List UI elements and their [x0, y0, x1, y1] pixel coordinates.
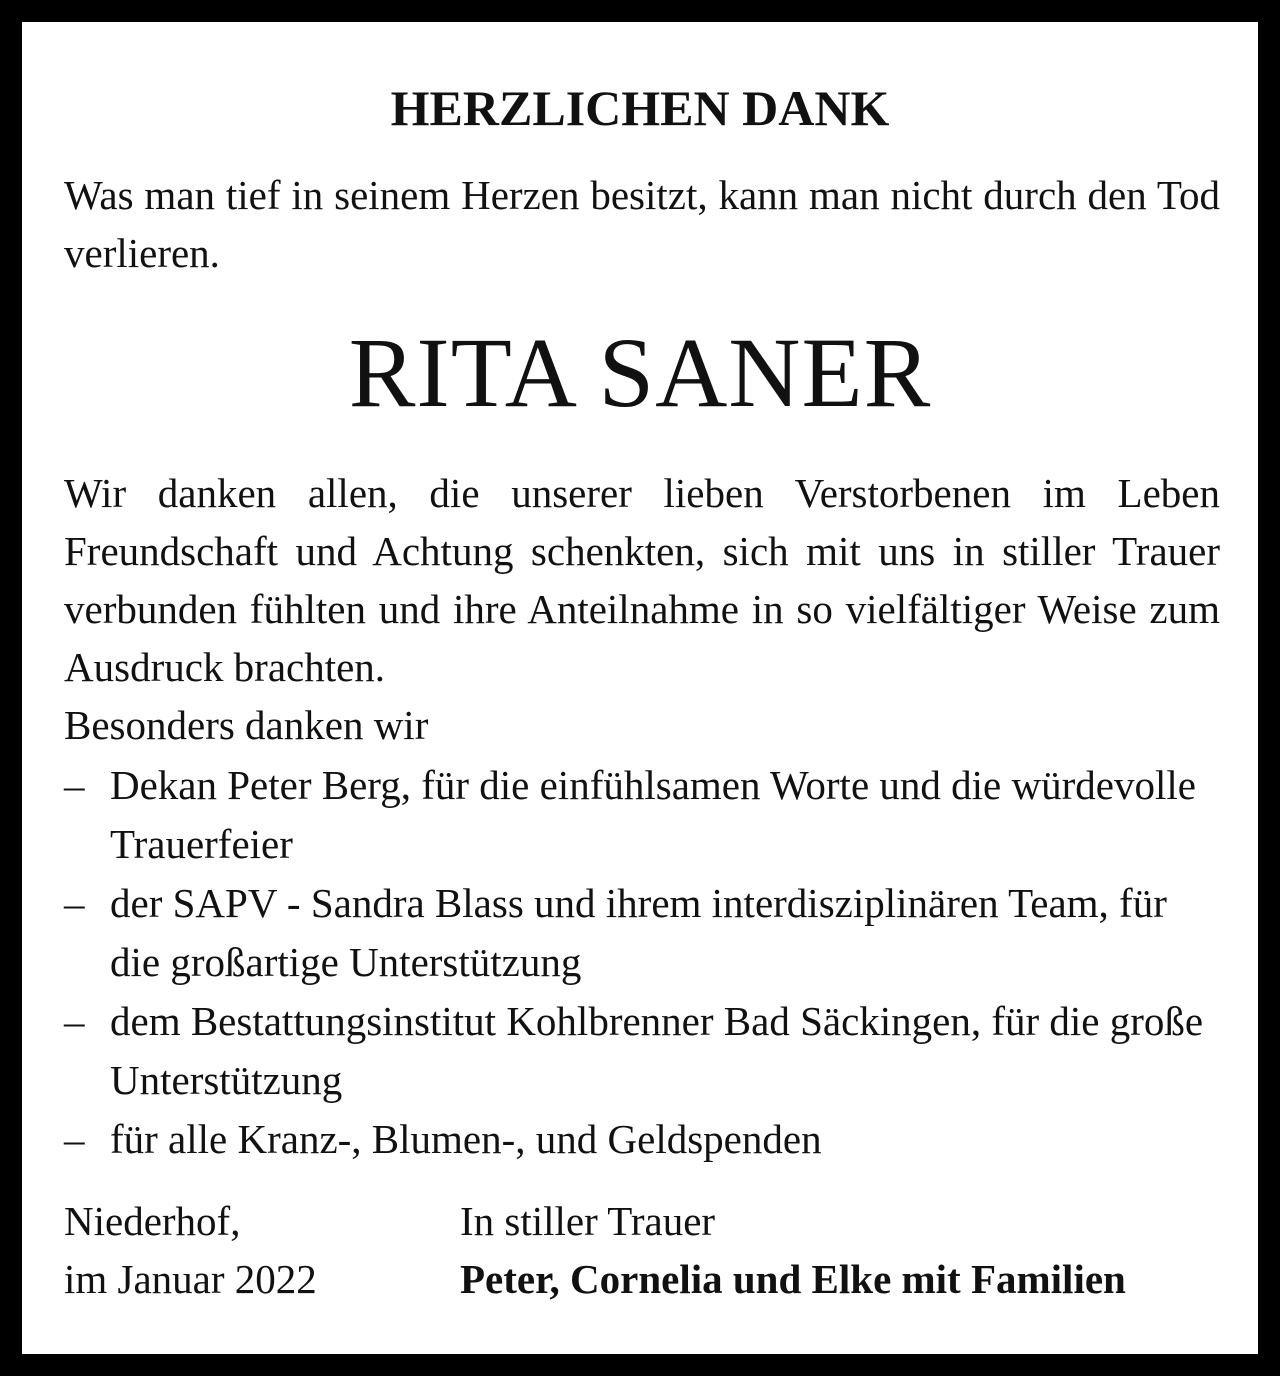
list-item — [64, 874, 1224, 992]
list-item-text: Dekan Peter Berg, für die einfühlsamen Worte und die würdevolle Trauerfeier — [110, 762, 1196, 867]
special-thanks-list — [64, 756, 1224, 1169]
mourning-line: In stiller Trauer — [460, 1198, 716, 1244]
list-item — [64, 1110, 1224, 1169]
place: Niederhof, — [64, 1198, 241, 1244]
dash-bullet: – — [64, 1116, 85, 1162]
motto-quote: Was man tief in seinem Herzen besitzt, kann man nicht durch den Tod verlieren. — [64, 172, 1220, 276]
date: im Januar 2022 — [64, 1256, 317, 1302]
dash-bullet: – — [64, 880, 85, 926]
list-item — [64, 756, 1224, 874]
list-item — [64, 992, 1224, 1110]
obituary-notice — [22, 22, 1258, 1354]
special-thanks-intro: Besonders danken wir — [64, 702, 429, 748]
signoff — [460, 1192, 1240, 1308]
thanks-paragraph: Wir danken allen, die unserer lieben Verstorbenen im Leben Freundschaft und Achtung schenkten, sich mit uns in stiller Trauer verbunden fühlten und ihre Anteilnahme in so vielfältiger Weise zum Ausdruck brachten. — [64, 470, 1220, 690]
notice-title: HERZLICHEN DANK — [390, 80, 890, 136]
dash-bullet: – — [64, 998, 85, 1044]
list-item-text: der SAPV - Sandra Blass und ihrem interdisziplinären Team, für die großartige Unterstützung — [110, 880, 1167, 985]
list-item-text: dem Bestattungsinstitut Kohlbrenner Bad Säckingen, für die große Unterstützung — [110, 998, 1204, 1103]
place-and-date — [64, 1192, 424, 1308]
list-item-text: für alle Kranz-, Blumen-, und Geldspenden — [110, 1116, 822, 1162]
deceased-name: RITA SANER — [348, 317, 932, 428]
dash-bullet: – — [64, 762, 85, 808]
family-names: Peter, Cornelia und Elke mit Familien — [460, 1256, 1126, 1302]
